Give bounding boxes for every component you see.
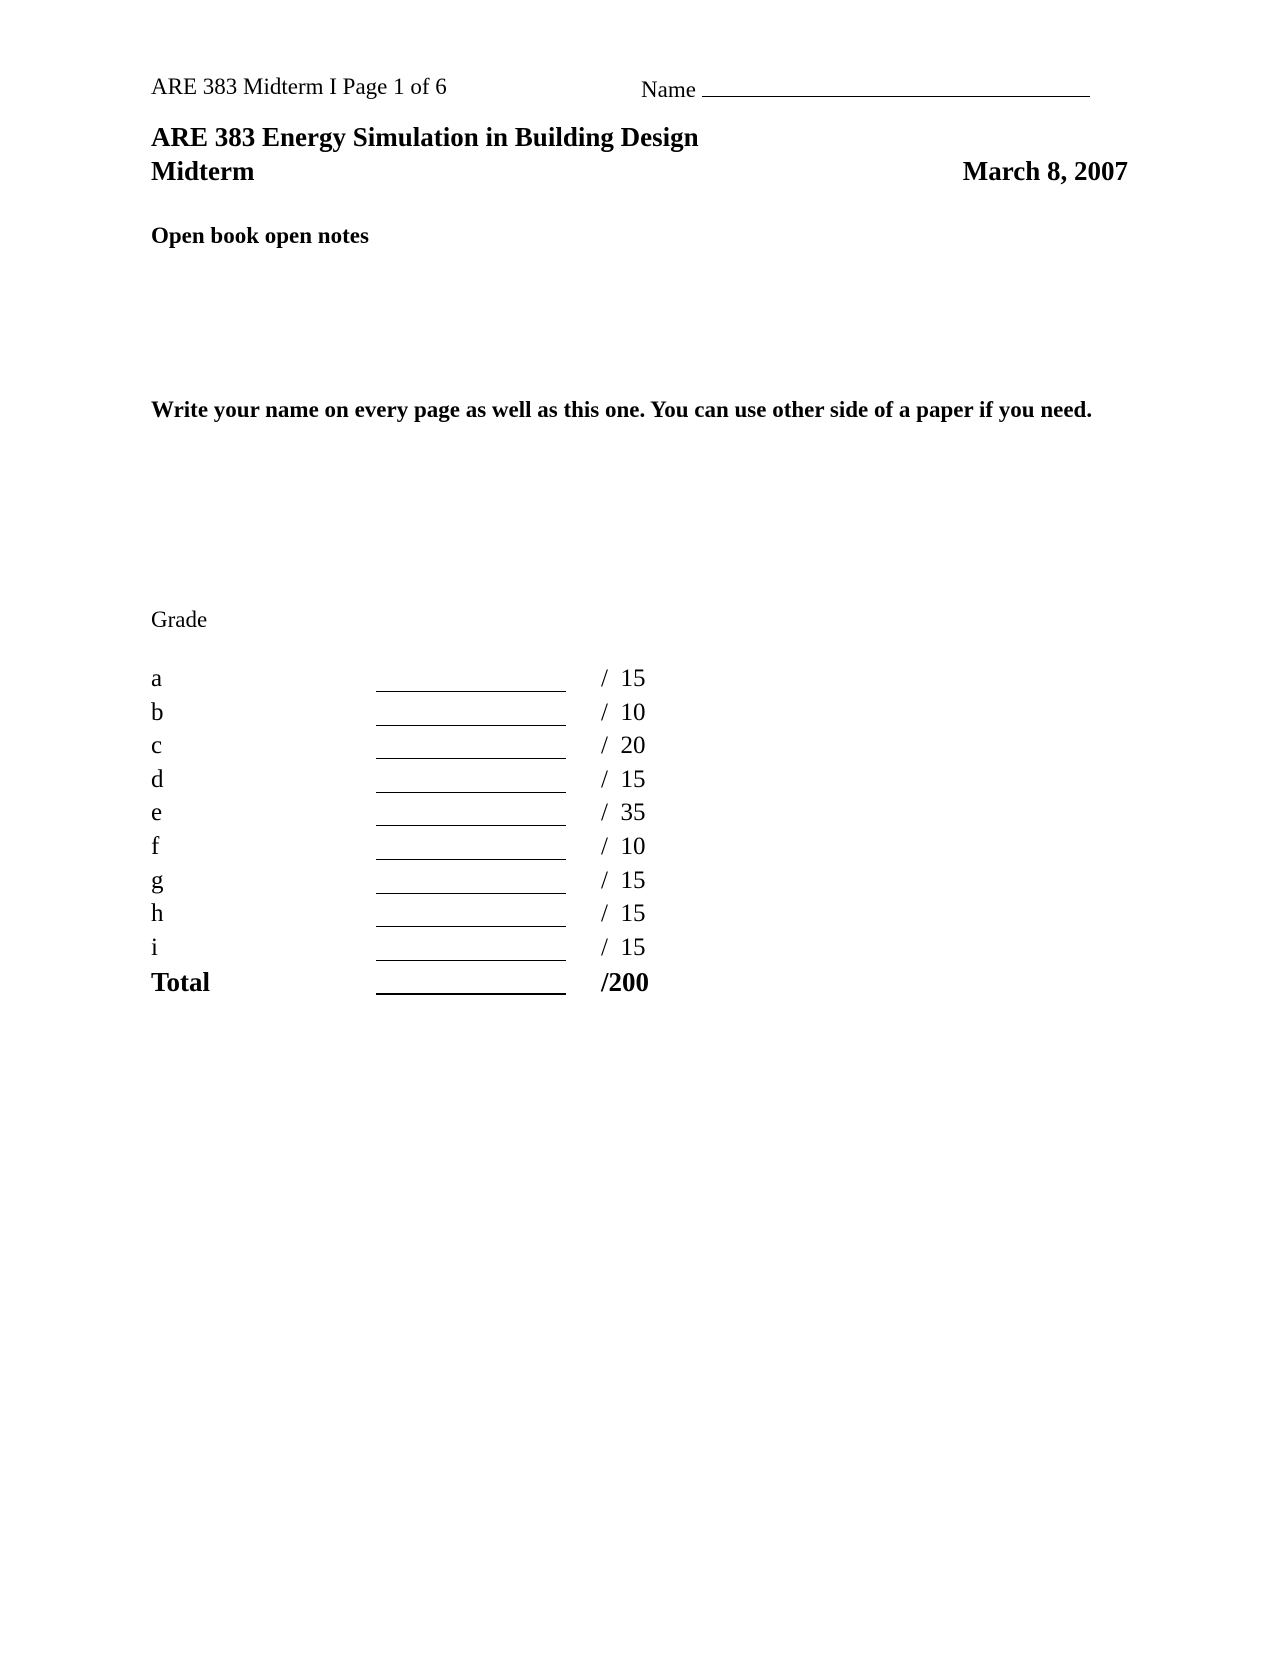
grade-row-label: f bbox=[151, 832, 160, 860]
exam-title-row bbox=[151, 154, 1131, 188]
exam-date: March 8, 2007 bbox=[962, 156, 1128, 186]
grade-blank-line[interactable] bbox=[376, 758, 566, 759]
grade-blank-line[interactable] bbox=[376, 893, 566, 894]
grade-row-points: / 35 bbox=[601, 799, 646, 827]
exam-instructions: Write your name on every page as well as this one. You can use other side of a paper if you need. bbox=[151, 397, 1093, 422]
course-title: ARE 383 Energy Simulation in Building Design bbox=[151, 122, 699, 152]
grade-blank-line[interactable] bbox=[376, 691, 566, 692]
grade-blank-line[interactable] bbox=[376, 725, 566, 726]
grade-row-label: g bbox=[151, 866, 164, 894]
grade-row-points: / 10 bbox=[601, 698, 646, 726]
grade-row-label: b bbox=[151, 698, 164, 726]
grade-row-total bbox=[151, 967, 671, 1001]
grade-total-points: /200 bbox=[601, 967, 650, 998]
name-field[interactable] bbox=[641, 74, 1090, 103]
grade-total-blank-line[interactable] bbox=[376, 993, 566, 995]
grade-row-d bbox=[151, 766, 671, 800]
grade-row-a bbox=[151, 665, 671, 699]
exam-title: Midterm bbox=[151, 156, 255, 186]
grade-row-points: / 20 bbox=[601, 732, 646, 760]
page-header bbox=[151, 74, 1131, 104]
grade-row-label: h bbox=[151, 900, 164, 928]
grade-row-e bbox=[151, 799, 671, 833]
grade-row-label: c bbox=[151, 732, 163, 760]
grade-row-h bbox=[151, 900, 671, 934]
grade-blank-line[interactable] bbox=[376, 859, 566, 860]
page-info: ARE 383 Midterm I Page 1 of 6 bbox=[151, 74, 447, 99]
grade-heading: Grade bbox=[151, 607, 208, 632]
title-block bbox=[151, 120, 1131, 188]
grade-row-label: i bbox=[151, 933, 158, 961]
grade-row-g bbox=[151, 867, 671, 901]
grade-row-points: / 15 bbox=[601, 933, 646, 961]
grade-row-points: / 15 bbox=[601, 665, 646, 692]
grade-row-points: / 10 bbox=[601, 832, 646, 860]
grade-row-label: d bbox=[151, 765, 164, 793]
grade-row-label: a bbox=[151, 665, 163, 692]
grade-row-points: / 15 bbox=[601, 765, 646, 793]
grade-blank-line[interactable] bbox=[376, 825, 566, 826]
name-label: Name bbox=[641, 77, 696, 102]
grade-row-points: / 15 bbox=[601, 866, 646, 894]
exam-note: Open book open notes bbox=[151, 223, 369, 248]
grade-row-i bbox=[151, 934, 671, 968]
grade-table bbox=[151, 665, 671, 1001]
grade-row-b bbox=[151, 699, 671, 733]
grade-row-label: e bbox=[151, 799, 163, 827]
grade-row-points: / 15 bbox=[601, 900, 646, 928]
grade-blank-line[interactable] bbox=[376, 960, 566, 961]
course-title-row bbox=[151, 120, 1131, 154]
grade-row-f bbox=[151, 833, 671, 867]
grade-blank-line[interactable] bbox=[376, 926, 566, 927]
grade-total-label: Total bbox=[151, 967, 211, 998]
name-blank-line[interactable] bbox=[702, 74, 1090, 97]
grade-blank-line[interactable] bbox=[376, 792, 566, 793]
grade-row-c bbox=[151, 732, 671, 766]
